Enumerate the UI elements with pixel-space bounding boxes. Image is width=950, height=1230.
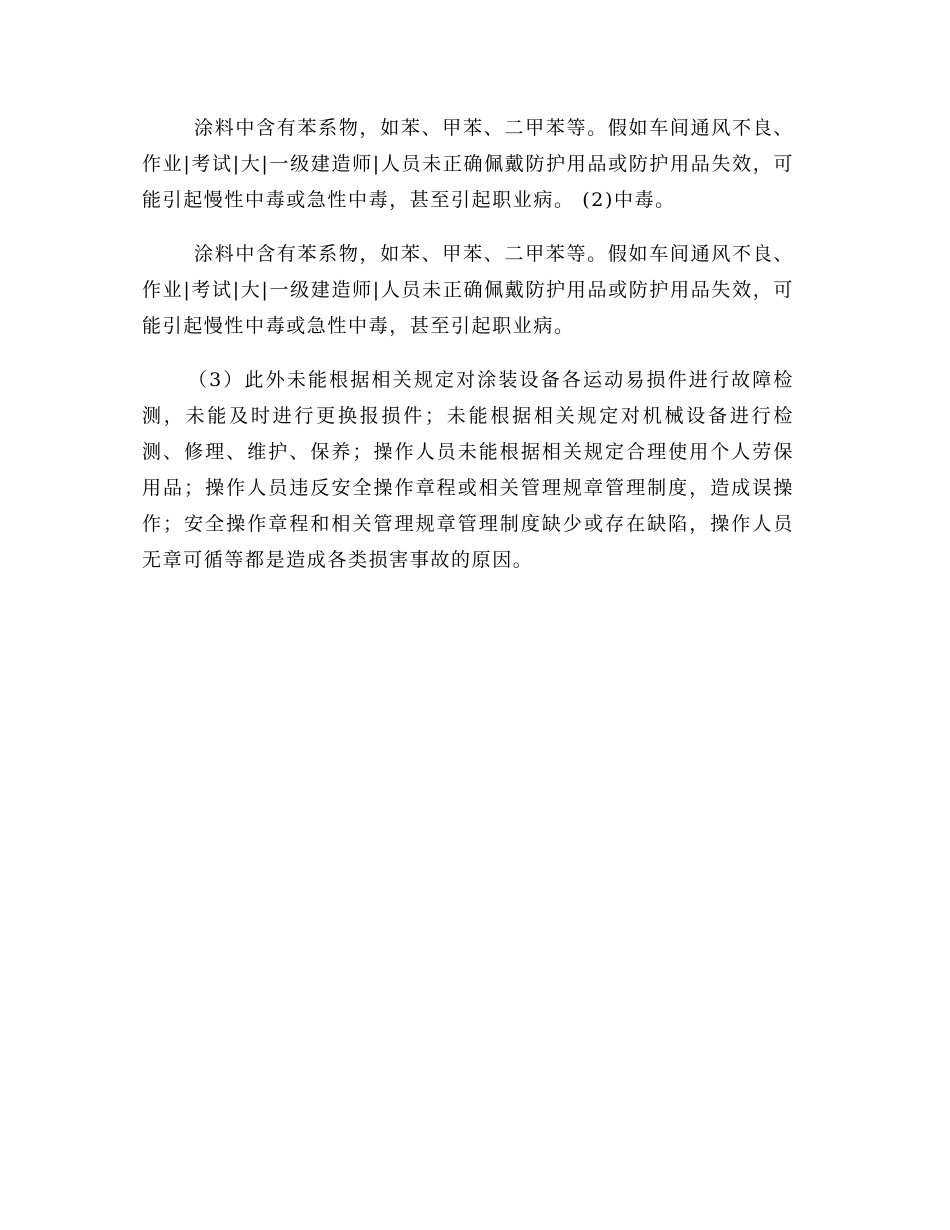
paragraph-benzene-poisoning-2: 涂料中含有苯系物，如苯、甲苯、二甲苯等。假如车间通风不良、作业|考试|大|一级建造师|人员未正确佩戴防护用品或防护用品失效，可能引起慢性中毒或急性中毒，甚至引起职业病。 [142,243,794,337]
paragraph-benzene-poisoning-1: 涂料中含有苯系物，如苯、甲苯、二甲苯等。假如车间通风不良、作业|考试|大|一级建造师|人员未正确佩戴防护用品或防护用品失效，可能引起慢性中毒或急性中毒，甚至引起职业病。 (2)中毒。 [142,117,794,211]
paragraph-accident-causes: （3）此外未能根据相关规定对涂装设备各运动易损件进行故障检测，未能及时进行更换报损件；未能根据相关规定对机械设备进行检测、修理、维护、保养；操作人员未能根据相关规定合理使用个人劳保用品；操作人员违反安全操作章程或相关管理规章管理制度，造成误操作；安全操作章程和相关管理规章管理制度缺少或存在缺陷，操作人员无章可循等都是造成各类损害事故的原因。 [142,369,794,571]
document-page [142,110,794,596]
